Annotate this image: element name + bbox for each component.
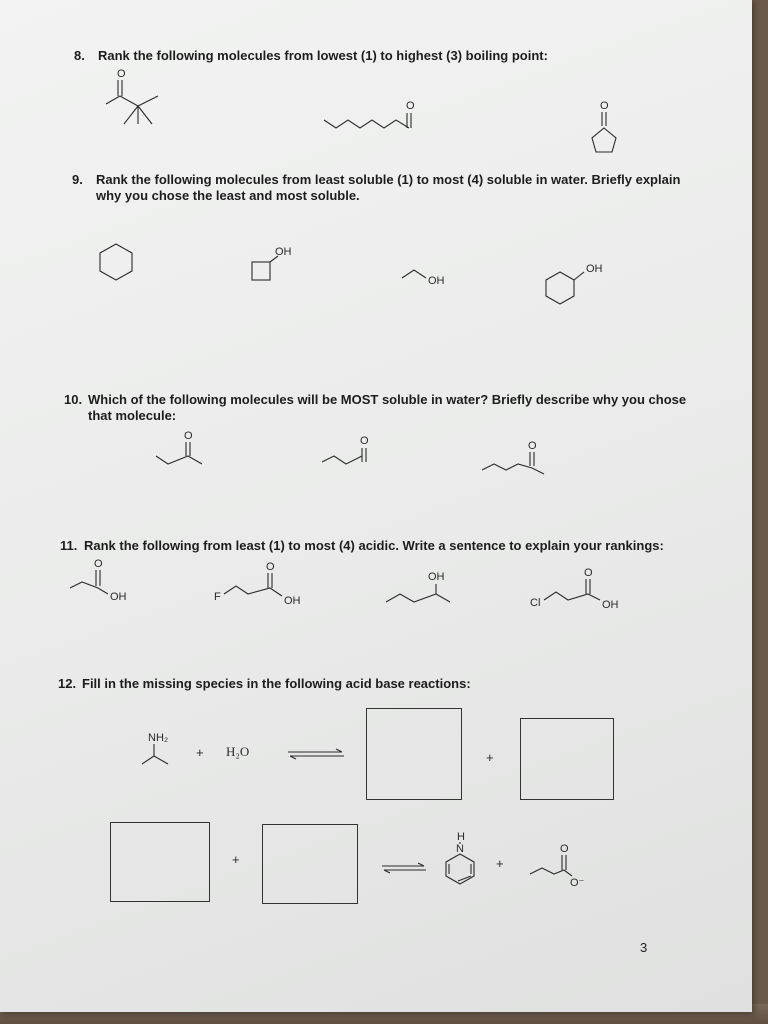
q10-mol3-o-label: O xyxy=(528,440,537,452)
q12-pyridinium-h-label: H xyxy=(457,831,465,843)
q12-r1-plus-2: + xyxy=(486,750,494,765)
question-10-number: 10. xyxy=(64,392,83,407)
question-10-text-line1: Which of the following molecules will be MOST soluble in water? Briefly describe why you chose xyxy=(88,392,687,407)
q9-molecule-cyclohexane xyxy=(98,242,138,282)
q12-water: H₂O xyxy=(226,744,250,759)
q8-mol2-o-label: O xyxy=(406,100,415,112)
q9-molecule-propanol xyxy=(398,264,468,290)
q10-molecule-aldehyde xyxy=(318,432,378,472)
q12-r2-plus-1: + xyxy=(232,852,240,867)
q12-r1-plus-1: + xyxy=(196,745,204,760)
q12-r2-answer-box-2[interactable] xyxy=(262,824,358,904)
q11-molecule-carboxylic-acid xyxy=(64,556,144,606)
q12-r2-equilibrium-arrow-icon xyxy=(380,862,430,874)
q10-mol2-o-label: O xyxy=(360,435,369,447)
q12-r1-equilibrium-arrow-icon xyxy=(286,748,346,760)
q9-molecule-cyclobutylmethanol xyxy=(246,242,306,292)
q8-mol3-o-label: O xyxy=(600,100,609,112)
q12-pyridinium-n-label: N xyxy=(456,843,464,855)
q9-mol2-oh-label: OH xyxy=(275,246,292,258)
q9-mol4-oh-label: OH xyxy=(586,263,603,275)
q8-molecule-heptanone xyxy=(320,98,430,138)
q8-molecule-ketone-tertbutyl xyxy=(96,66,176,136)
q9-molecule-cyclohexylmethanol xyxy=(540,256,620,306)
question-11-text: Rank the following from least (1) to most (4) acidic. Write a sentence to explain your rankings: xyxy=(84,538,664,553)
q11-mol3-oh-label: OH xyxy=(428,571,445,583)
q11-molecule-chloro-acid xyxy=(528,564,638,614)
q11-mol2-o-label: O xyxy=(266,561,275,573)
question-12-number: 12. xyxy=(58,676,77,691)
q11-molecule-alcohol xyxy=(382,566,472,610)
question-9-text-line1: Rank the following molecules from least soluble (1) to most (4) soluble in water. Briefly explain xyxy=(96,172,681,187)
q12-carboxylate-o-label: O xyxy=(560,843,569,855)
q11-mol4-cl-label: Cl xyxy=(530,597,541,609)
q12-r2-answer-box-1[interactable] xyxy=(110,822,210,902)
question-9-text-line2: why you chose the least and most soluble. xyxy=(96,188,360,203)
q11-mol4-oh-label: OH xyxy=(602,599,619,611)
q12-molecule-carboxylate xyxy=(526,840,586,890)
question-11-number: 11. xyxy=(60,538,78,553)
q11-mol2-oh-label: OH xyxy=(284,595,301,607)
question-8-number: 8. xyxy=(74,48,85,63)
q12-r1-answer-box-1[interactable] xyxy=(366,708,462,800)
q8-mol1-o-label: O xyxy=(117,68,126,80)
question-8-text: Rank the following molecules from lowest (1) to highest (3) boiling point: xyxy=(98,48,548,63)
page-number: 3 xyxy=(640,940,648,955)
question-12 xyxy=(58,676,698,692)
q12-nh2-label: NH₂ xyxy=(148,732,169,744)
question-10-text-line2: that molecule: xyxy=(88,408,177,423)
q12-r1-answer-box-2[interactable] xyxy=(520,718,614,800)
q11-molecule-fluoro-acid xyxy=(212,560,322,610)
q12-carboxylate-ominus-label: O⁻ xyxy=(570,877,585,889)
question-10 xyxy=(64,392,714,424)
q12-molecule-isopropylamine xyxy=(140,730,190,770)
question-9-number: 9. xyxy=(72,172,83,187)
q9-mol3-oh-label: OH xyxy=(428,275,445,287)
q11-mol4-o-label: O xyxy=(584,567,593,579)
q10-molecule-ketone-branched xyxy=(478,436,548,476)
question-11 xyxy=(60,538,720,554)
q8-molecule-cyclopentanecarbaldehyde xyxy=(578,98,638,158)
q11-mol1-oh-label: OH xyxy=(110,591,127,603)
question-12-text: Fill in the missing species in the following acid base reactions: xyxy=(82,676,471,691)
q11-mol2-f-label: F xyxy=(214,591,221,603)
q12-molecule-pyridinium xyxy=(440,830,480,890)
q10-mol1-o-label: O xyxy=(184,430,193,442)
q12-r2-plus-2: + xyxy=(496,856,504,871)
q10-molecule-ketone xyxy=(150,426,210,470)
question-8 xyxy=(74,48,714,64)
q11-mol1-o-label: O xyxy=(94,558,103,570)
question-9 xyxy=(72,172,712,204)
